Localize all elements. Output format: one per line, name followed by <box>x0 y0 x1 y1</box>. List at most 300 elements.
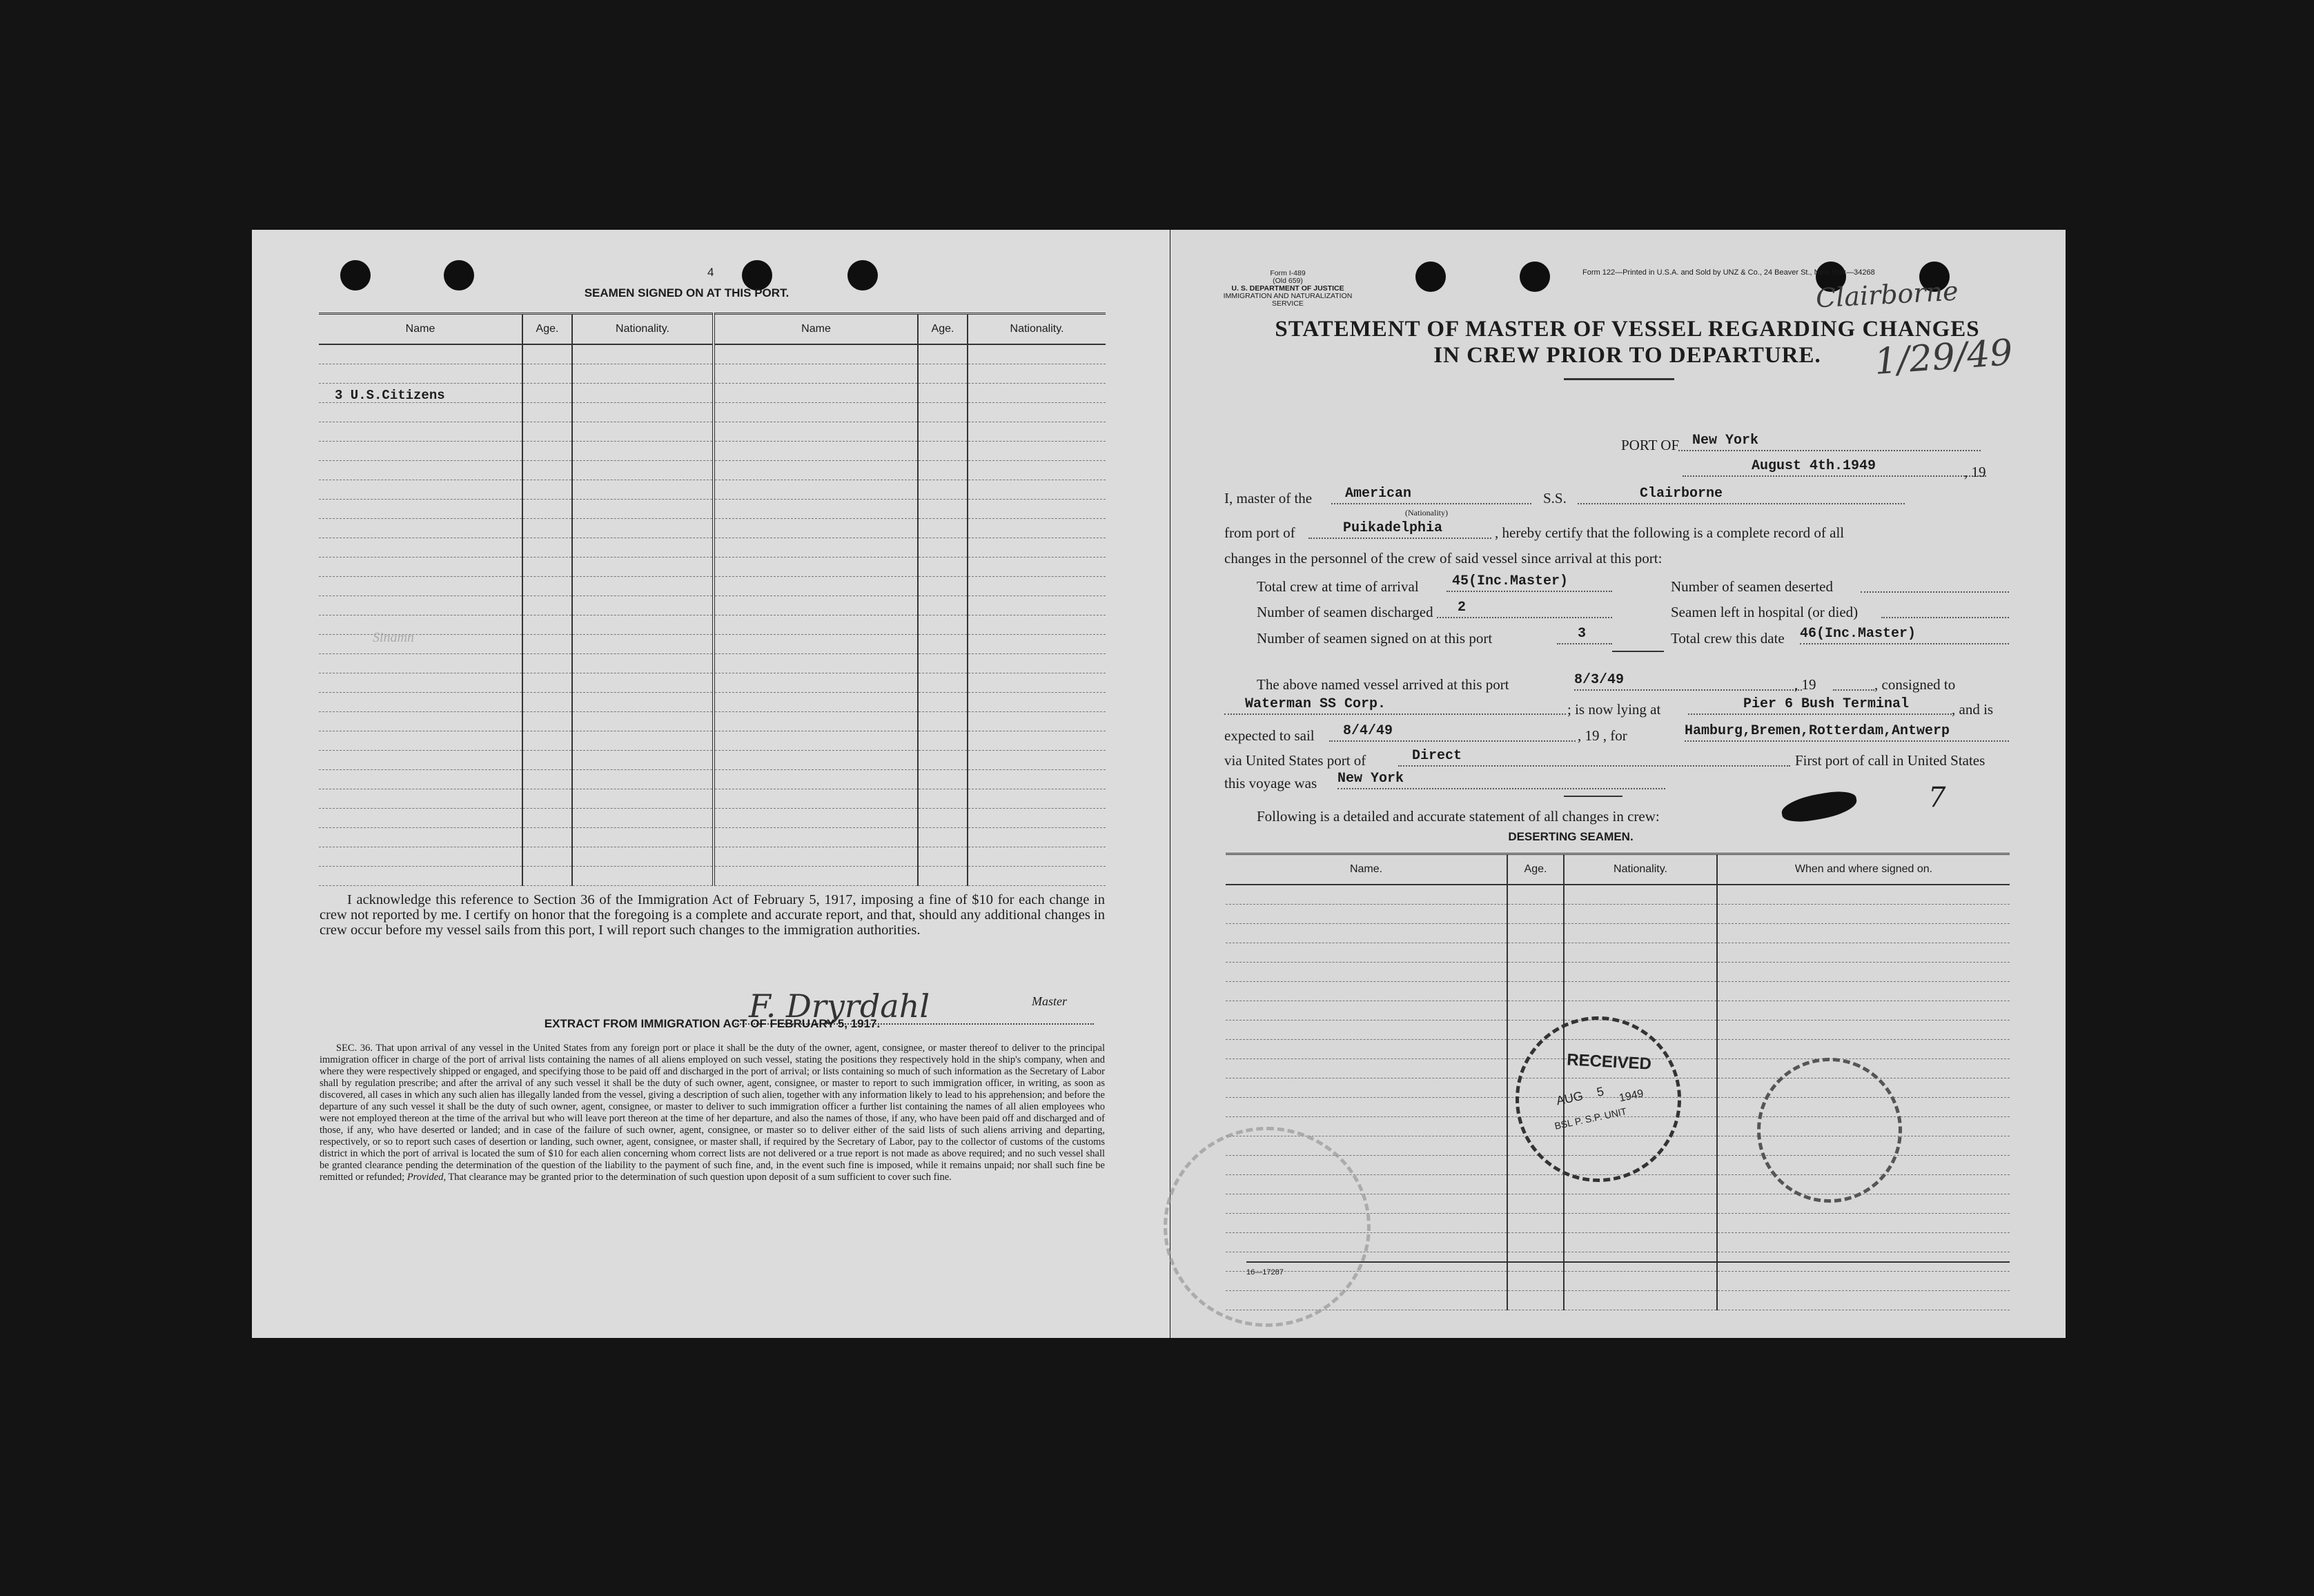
table-cell <box>968 422 1106 442</box>
table-cell <box>522 596 572 615</box>
title-rule <box>1564 378 1674 380</box>
table-cell <box>522 422 572 442</box>
stats-rule <box>1612 651 1664 652</box>
table-row <box>1226 885 2010 905</box>
table-cell <box>572 384 714 403</box>
table-row <box>319 751 1106 770</box>
table-header <box>319 314 1106 345</box>
table-cell <box>319 577 522 596</box>
table-cell <box>319 751 522 770</box>
table-cell <box>1226 1001 1507 1021</box>
table-row <box>319 847 1106 867</box>
table-cell <box>918 615 968 635</box>
lying-label: ; is now lying at <box>1567 701 1661 718</box>
table-cell <box>918 635 968 654</box>
signature-caption: Master <box>1032 994 1067 1008</box>
table-cell <box>572 867 714 886</box>
table-cell <box>572 577 714 596</box>
via-value: Direct <box>1412 748 1462 764</box>
table-cell <box>1507 963 1564 982</box>
table-cell <box>522 364 572 384</box>
table-cell <box>1507 924 1564 943</box>
table-cell <box>319 442 522 461</box>
table-cell <box>572 809 714 828</box>
table-cell <box>522 847 572 867</box>
table-cell <box>714 712 918 731</box>
table-cell <box>968 673 1106 693</box>
table-row <box>1226 1001 2010 1021</box>
table-row <box>319 654 1106 673</box>
table-cell <box>522 673 572 693</box>
table-cell <box>1226 943 1507 963</box>
table-cell <box>714 770 918 789</box>
table-row <box>319 577 1106 596</box>
discharged-field <box>1437 599 1612 618</box>
table-cell <box>918 480 968 500</box>
table-cell <box>968 847 1106 867</box>
table-cell <box>522 751 572 770</box>
sail-date-field <box>1329 722 1576 742</box>
handwritten-name: Clairborne <box>1814 275 1959 314</box>
table-cell <box>714 558 918 577</box>
this-voyage-label: this voyage was <box>1224 775 1317 791</box>
table-cell <box>1226 1040 1507 1059</box>
from-port-field <box>1308 520 1491 539</box>
for-label: , 19 , for <box>1578 727 1627 744</box>
entry-text: 3 U.S.Citizens <box>335 388 445 403</box>
table-cell <box>1717 1001 2010 1021</box>
table-cell <box>572 770 714 789</box>
table-cell <box>319 770 522 789</box>
table-row <box>1226 905 2010 924</box>
signature: F. Dryrdahl <box>749 987 930 1025</box>
table-row <box>319 673 1106 693</box>
table-cell <box>918 693 968 712</box>
redaction-mark <box>1780 788 1859 826</box>
extract-proviso: That clearance may be granted prior to the determination of such question upon deposit of a sum sufficient to cover such fine. <box>448 1172 952 1183</box>
expected-label: expected to sail <box>1224 727 1315 744</box>
table-cell <box>918 344 968 364</box>
table-cell <box>1717 982 2010 1001</box>
table-cell <box>918 770 968 789</box>
voyage-rule <box>1564 796 1622 797</box>
discharged-label: Number of seamen discharged <box>1257 604 1433 620</box>
table-cell <box>918 828 968 847</box>
arrived-year: , 19 <box>1794 676 1816 693</box>
stamp-received: RECEIVED <box>1566 1050 1652 1074</box>
table-cell <box>1226 885 1507 905</box>
consigned-label: , consigned to <box>1874 676 1956 693</box>
table-cell <box>968 770 1106 789</box>
table-cell <box>319 693 522 712</box>
table-cell <box>522 867 572 886</box>
table-cell <box>968 538 1106 558</box>
table-cell <box>522 442 572 461</box>
table-cell <box>522 500 572 519</box>
extract-lead: SEC. 36. <box>336 1043 373 1054</box>
table-row <box>319 480 1106 500</box>
table-cell <box>319 596 522 615</box>
table-cell <box>918 558 968 577</box>
table-cell <box>1226 1059 1507 1078</box>
table-cell <box>319 673 522 693</box>
table-cell <box>968 403 1106 422</box>
table-cell <box>918 577 968 596</box>
table-cell <box>319 712 522 731</box>
total-arrival-label: Total crew at time of arrival <box>1257 578 1419 595</box>
form-title <box>1220 316 2034 368</box>
table-cell <box>918 809 968 828</box>
table-row <box>319 867 1106 886</box>
faded-stamp <box>1164 1127 1371 1327</box>
from-port-label: from port of <box>1224 524 1295 541</box>
table-cell <box>522 770 572 789</box>
table-cell <box>918 422 968 442</box>
total-arrival-value: 45(Inc.Master) <box>1452 573 1569 589</box>
stamp-month: AUG <box>1555 1088 1585 1108</box>
year-suffix: , 19 <box>1964 464 1986 480</box>
faint-entry: Sinamn <box>373 630 414 645</box>
table-cell <box>572 461 714 480</box>
table-cell <box>968 519 1106 538</box>
table-cell <box>1717 1291 2010 1310</box>
table-row <box>1226 943 2010 963</box>
table-cell <box>918 751 968 770</box>
table-cell <box>1564 982 1717 1001</box>
table-row <box>319 828 1106 847</box>
table-cell <box>918 673 968 693</box>
table-cell <box>319 461 522 480</box>
table-cell <box>918 384 968 403</box>
table-cell <box>968 577 1106 596</box>
table-cell <box>319 519 522 538</box>
table-cell <box>1717 1233 2010 1252</box>
table-cell <box>572 403 714 422</box>
total-date-field <box>1800 625 2009 644</box>
table-cell <box>968 500 1106 519</box>
stamp-year: 1949 <box>1618 1087 1645 1105</box>
table-cell <box>1507 1291 1564 1310</box>
table-cell <box>714 480 918 500</box>
table-cell <box>319 403 522 422</box>
following-text: Following is a detailed and accurate statement of all changes in crew: <box>1257 808 1660 825</box>
destination-field <box>1685 722 2009 742</box>
table-cell <box>1717 963 2010 982</box>
col-age: Age. <box>1507 854 1564 885</box>
table-cell <box>1507 1272 1564 1291</box>
col-signed-on: When and where signed on. <box>1717 854 2010 885</box>
table-cell <box>319 615 522 635</box>
table-cell <box>522 712 572 731</box>
table-cell <box>968 635 1106 654</box>
consignee-value: Waterman SS Corp. <box>1245 696 1386 712</box>
master-label: I, master of the <box>1224 490 1313 506</box>
nationality-caption: (Nationality) <box>1405 508 1448 518</box>
table-cell <box>319 654 522 673</box>
table-cell <box>572 673 714 693</box>
table-cell <box>918 519 968 538</box>
right-page <box>1170 230 2066 1338</box>
col-age: Age. <box>522 314 572 345</box>
table-cell <box>319 635 522 654</box>
extract-text: That upon arrival of any vessel in the United States from any foreign port or place it shall be the duty of the owner, agent, consignee, or master thereof to deliver to the principal immigration officer in charge of the port of arrival lists containing the names of all aliens employed on such vessel, stating the positions they respectively hold in the ship's company, when and where they were respectively shipped or engaged, and specifying those to be paid off and discharged in the port of arrival; or lists containing so much of such information as the Secretary of Labor shall by regulation prescribe; and after the arrival of any such vessel it shall be the duty of such owner, agent, consignee, or master to report to such immigration officer, in writing, as soon as discovered, all cases in which any such alien has illegally landed from the vessel, giving a description of such alien, together with any information likely to lead to his apprehension; and before the departure of any such vessel it shall be the duty of such owner, agent, consignee, or master to deliver to such immigration officer a further list containing the names of all alien employees who were not employed thereon at the time of the arrival but who will leave port thereon at the time of her departure, and also the names of those, if any, who have been paid off and discharged and of those, if any, who have deserted or landed; and in case of the failure of such owner, agent, consignee, or master so to deliver either of the said lists of such aliens arriving and departing, respectively, or so to report such cases of desertion or landing, such owner, agent, consignee, or master shall, if required by the Secretary of Labor, pay to the collector of customs of the customs district in which the port of arrival is located the sum of $10 for each alien concerning whom correct lists are not delivered or a true report is not made as above required; and no such vessel shall be granted clearance pending the determination of the question of the liability to the payment of such fine, and, in the event such fine is imposed, while it remains unpaid; nor shall such fine be remitted or refunded; <box>320 1043 1106 1183</box>
table-cell <box>918 461 968 480</box>
table-cell <box>714 538 918 558</box>
table-cell <box>522 519 572 538</box>
table-cell <box>522 403 572 422</box>
sail-date-value: 8/4/49 <box>1343 723 1393 739</box>
table-cell <box>319 731 522 751</box>
table-row <box>319 403 1106 422</box>
hospital-label: Seamen left in hospital (or died) <box>1671 604 1859 620</box>
table-cell <box>522 577 572 596</box>
table-cell <box>572 442 714 461</box>
table-row <box>319 635 1106 654</box>
form-header <box>1212 270 1364 308</box>
arrived-label: The above named vessel arrived at this port <box>1257 676 1509 693</box>
table-cell <box>714 654 918 673</box>
table-cell <box>522 635 572 654</box>
signed-on-label: Number of seamen signed on at this port <box>1257 630 1493 647</box>
col-name: Name <box>714 314 918 345</box>
table-cell <box>714 828 918 847</box>
table-cell <box>1717 905 2010 924</box>
table-cell <box>918 596 968 615</box>
table-cell <box>968 364 1106 384</box>
date-value: August 4th.1949 <box>1752 458 1876 474</box>
table-cell <box>1507 885 1564 905</box>
nationality-field <box>1331 485 1531 504</box>
table-cell <box>1717 1272 2010 1291</box>
table-cell <box>1717 1021 2010 1040</box>
table-cell <box>1507 1175 1564 1194</box>
col-nationality: Nationality. <box>572 314 714 345</box>
destination-value: Hamburg,Bremen,Rotterdam,Antwerp <box>1685 723 1950 739</box>
table-cell <box>968 867 1106 886</box>
table-cell <box>918 442 968 461</box>
table-cell <box>522 654 572 673</box>
table-cell <box>319 500 522 519</box>
table-cell <box>714 847 918 867</box>
table-cell <box>572 847 714 867</box>
extract-proviso-label: Provided, <box>406 1172 447 1183</box>
table-cell <box>319 847 522 867</box>
table-cell <box>522 809 572 828</box>
table-cell <box>522 828 572 847</box>
first-call-value: New York <box>1337 771 1404 787</box>
table-cell <box>319 558 522 577</box>
table-cell <box>714 384 918 403</box>
table-cell <box>572 828 714 847</box>
punch-hole <box>1415 262 1446 292</box>
table-cell <box>1507 982 1564 1001</box>
table-cell <box>1717 1040 2010 1059</box>
table-cell <box>522 480 572 500</box>
punch-hole <box>1520 262 1550 292</box>
table-cell <box>1564 885 1717 905</box>
table-row <box>319 770 1106 789</box>
table-cell <box>319 344 522 364</box>
extract-title: EXTRACT FROM IMMIGRATION ACT OF FEBRUARY 5, 1917. <box>544 1017 881 1030</box>
port-value: New York <box>1692 433 1759 449</box>
table-cell <box>714 442 918 461</box>
table-cell <box>319 809 522 828</box>
table-cell <box>319 480 522 500</box>
table-row <box>319 500 1106 519</box>
arrived-year-field <box>1833 671 1874 691</box>
handwritten-date: 1/29/49 <box>1873 332 2014 383</box>
table-cell <box>572 519 714 538</box>
table-cell <box>714 867 918 886</box>
table-cell <box>1717 885 2010 905</box>
table-cell <box>572 751 714 770</box>
table-cell <box>968 693 1106 712</box>
hospital-field <box>1881 599 2009 618</box>
table-cell <box>522 384 572 403</box>
col-name: Name <box>319 314 522 345</box>
table-cell <box>522 693 572 712</box>
table-row <box>1226 982 2010 1001</box>
table-cell <box>968 828 1106 847</box>
arrived-field <box>1574 671 1802 691</box>
port-label: PORT OF <box>1621 437 1680 453</box>
department: U. S. DEPARTMENT OF JUSTICE <box>1231 284 1344 293</box>
table-row <box>319 731 1106 751</box>
table-row <box>319 712 1106 731</box>
table-cell <box>572 364 714 384</box>
table-cell <box>1226 1098 1507 1117</box>
table-cell <box>1564 1214 1717 1233</box>
deserting-title: DESERTING SEAMEN. <box>1508 830 1634 843</box>
form-old: (Old 659) <box>1273 277 1303 285</box>
first-call-field <box>1337 770 1665 789</box>
table-row <box>319 519 1106 538</box>
table-cell <box>918 403 968 422</box>
arrived-value: 8/3/49 <box>1574 672 1625 688</box>
table-row <box>319 461 1106 480</box>
stamp-unit: BSL P. S.P. UNIT <box>1553 1105 1628 1132</box>
table-row <box>1226 963 2010 982</box>
table-cell <box>714 519 918 538</box>
table-row <box>319 364 1106 384</box>
table-cell <box>319 364 522 384</box>
table-cell <box>1226 1078 1507 1098</box>
table-row <box>319 596 1106 615</box>
table-cell <box>968 712 1106 731</box>
table-cell <box>572 596 714 615</box>
table-cell <box>1507 1194 1564 1214</box>
left-title: SEAMEN SIGNED ON AT THIS PORT. <box>584 286 790 299</box>
ss-label: S.S. <box>1543 490 1567 506</box>
total-date-label: Total crew this date <box>1671 630 1785 647</box>
ship-name-field <box>1578 485 1905 504</box>
table-cell <box>522 789 572 809</box>
acknowledgement: I acknowledge this reference to Section 36 of the Immigration Act of February 5, 1917, imposing a fine of $10 for each change in crew not reported by me. I certify on honor that the foregoing is a complete and accurate report, and that, should any additional changes in crew occur before my vessel sails from this port, I will report such changes to the immigration authorities. <box>320 892 1105 938</box>
table-cell <box>522 558 572 577</box>
punch-hole <box>444 260 474 290</box>
service: IMMIGRATION AND NATURALIZATION SERVICE <box>1223 292 1353 308</box>
date-field <box>1683 457 1986 477</box>
table-cell <box>714 596 918 615</box>
table-cell <box>714 344 918 364</box>
left-page <box>252 230 1170 1338</box>
table-cell <box>1717 1194 2010 1214</box>
table-cell <box>714 693 918 712</box>
table-row <box>319 809 1106 828</box>
signed-on-field <box>1557 625 1612 644</box>
table-cell <box>968 480 1106 500</box>
table-body <box>319 344 1106 886</box>
table-cell <box>1226 924 1507 943</box>
table-cell <box>968 731 1106 751</box>
table-cell <box>714 809 918 828</box>
table-header <box>1226 854 2010 885</box>
table-cell <box>572 344 714 364</box>
nationality-value: American <box>1345 486 1412 502</box>
total-date-value: 46(Inc.Master) <box>1800 626 1916 642</box>
table-row <box>319 789 1106 809</box>
table-row <box>319 615 1106 635</box>
col-nationality: Nationality. <box>1564 854 1717 885</box>
table-cell <box>572 693 714 712</box>
table-cell <box>714 731 918 751</box>
table-cell <box>1717 943 2010 963</box>
table-cell <box>968 654 1106 673</box>
table-cell <box>522 461 572 480</box>
table-cell <box>1226 963 1507 982</box>
table-cell <box>1717 924 2010 943</box>
table-cell <box>522 615 572 635</box>
via-field <box>1398 747 1790 767</box>
table-cell <box>714 789 918 809</box>
table-cell <box>319 422 522 442</box>
table-cell <box>522 344 572 364</box>
table-cell <box>968 751 1106 770</box>
table-cell <box>572 712 714 731</box>
deserted-field <box>1861 573 2009 593</box>
table-row <box>319 693 1106 712</box>
table-cell <box>968 789 1106 809</box>
title-line2: IN CREW PRIOR TO DEPARTURE. <box>1433 343 1821 368</box>
deserted-label: Number of seamen deserted <box>1671 578 1833 595</box>
table-cell <box>1507 1001 1564 1021</box>
table-cell <box>1564 943 1717 963</box>
table-cell <box>572 635 714 654</box>
punch-hole <box>340 260 371 290</box>
table-cell <box>1564 1194 1717 1214</box>
table-cell <box>918 712 968 731</box>
signed-on-value: 3 <box>1578 626 1587 642</box>
table-cell <box>918 731 968 751</box>
col-age: Age. <box>918 314 968 345</box>
table-cell <box>319 828 522 847</box>
from-port-value: Puikadelphia <box>1343 520 1443 536</box>
table-cell <box>319 867 522 886</box>
table-cell <box>714 403 918 422</box>
table-cell <box>572 558 714 577</box>
table-cell <box>918 789 968 809</box>
consignee-field <box>1224 696 1566 715</box>
table-cell <box>714 635 918 654</box>
table-cell <box>714 500 918 519</box>
total-arrival-field <box>1447 573 1612 592</box>
table-cell <box>1564 905 1717 924</box>
table-cell <box>714 364 918 384</box>
table-cell <box>1564 963 1717 982</box>
form-id: Form I-489 <box>1270 269 1306 277</box>
table-cell <box>572 615 714 635</box>
table-cell <box>1226 982 1507 1001</box>
